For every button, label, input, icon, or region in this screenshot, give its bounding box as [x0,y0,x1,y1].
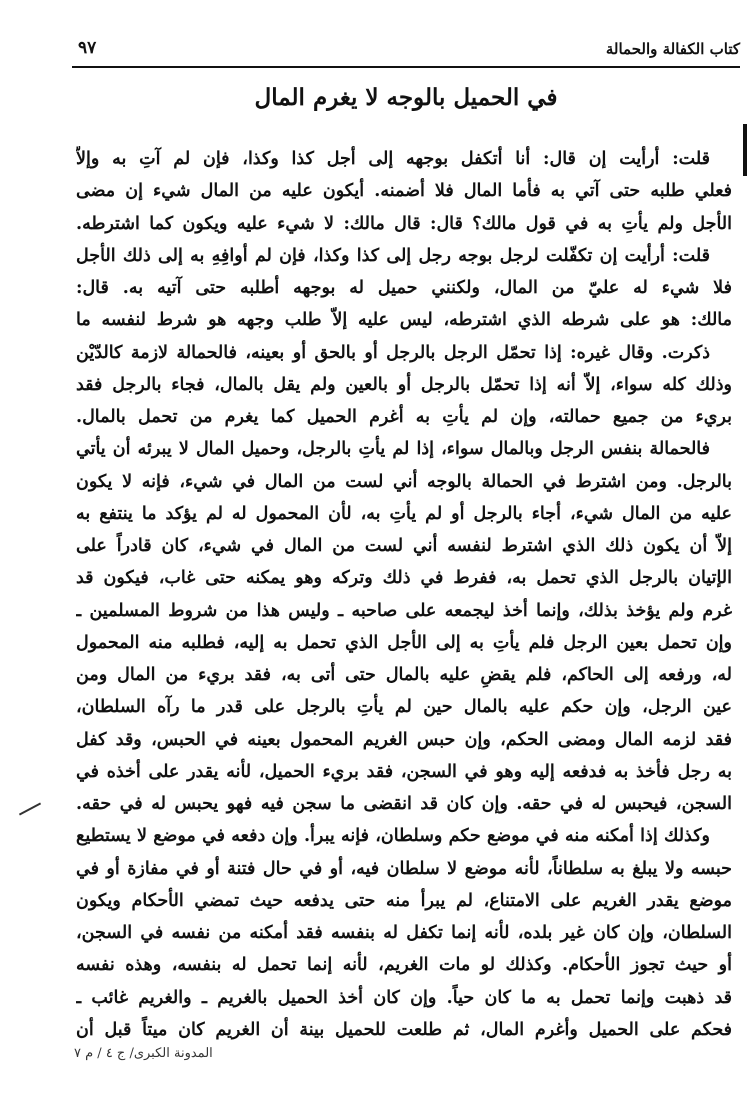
text-line: حبسه ولا يبلغ به سلطاناً، لأنه موضع لا سلطان فيه، أو في حال فتنة أو في مفازة أو في [76,858,732,879]
text-line: فعلي طلبه حتى آتي به فأما المال فلا أضمنه. أيكون عليه من المال شيء إن مضى [76,181,732,202]
running-header [72,38,740,64]
text-line: به رجل فأخذ به فدفعه إليه وهو في السجن، فقد بريء الحميل، لأنه يقدر على أخذه في [76,761,732,782]
text-line: فلا شيء له عليّ من المال، ولكنني حميل له بوجهه أطلبه حتى آتيه به. قال: [76,278,732,298]
text-line: وكذلك إذا أمكنه منه في موضع حكم وسلطان، فإنه يبرأ. وإن دفعه في موضع لا يستطيع [76,826,710,847]
text-line: له، ورفعه إلى الحاكم، فلم يقضِ عليه بالمال حتى أتى به، فقد بريء من المال ومن [76,665,732,685]
text-line: قد ذهبت وإنما تحمل به ما كان حياً. وإن كان أخذ الحميل بالغريم ـ والغريم غائب ـ [76,987,732,1008]
text-line: الأجل ولم يأتِ به في قول مالك؟ قال: قال مالك: لا شيء عليه ويكون كما اشترطه. [76,213,732,234]
text-line: موضع يقدر الغريم على الامتناع، لم يبرأ منه حتى يدفعه حيث تمضي الأحكام ويكون [76,890,732,911]
body-text [76,143,732,1046]
page-number: ٩٧ [78,38,97,58]
section-title: في الحميل بالوجه لا يغرم المال [254,84,558,111]
margin-mark [19,802,41,815]
text-line: بالرجل. ومن اشترط في الحمالة بالوجه أني لست من المال في شيء، فإنه لا يكون [76,471,732,492]
text-line: عليه من المال شيء، أجاء بالرجل أو لم يأتِ به، لأن المحمول له لم يؤكد ما ينتفع به [76,503,732,524]
text-line: فقد لزمه المال ومضى الحكم، وإن حبس الغريم المحمول بعينه في الحبس، وقد كفل [76,729,732,750]
text-line: السلطان، وإن كان غير بلده، لأنه إنما تكفل له بنفسه فقد أمكنه من نفسه في السجن، [76,923,732,943]
text-line: الإتيان بالرجل الذي تحمل به، ففرط في ذلك وتركه وهو يمكنه حتى غاب، فيكون قد [76,568,732,589]
text-line: وذلك كله سواء، إلاّ أنه إذا تحمّل بالرجل أو بالعين ولم يقل بالمال، فجاء بالرجل فقد [76,374,732,395]
margin-bar [743,124,747,176]
text-line: غرم ولم يؤخذ بذلك، وإنما أخذ ليجمعه على صاحبه ـ وليس هذا من شروط المسلمين ـ [76,600,732,621]
text-line: فحكم على الحميل وأغرم المال، ثم طلعت للحميل بينة أن الغريم كان ميتاً قبل أن [76,1019,732,1040]
book-title: كتاب الكفالة والحمالة [605,40,740,58]
text-line: ذكرت. وقال غيره: إذا تحمّل الرجل بالرجل أو بالحق أو بعينه، فالحمالة لازمة كالدّيْن [76,342,710,363]
header-rule [72,66,740,68]
text-line: أو حيث تجوز الأحكام. وكذلك لو مات الغريم، لأنه إنما تحمل له بنفسه، وهذه نفسه [76,955,732,976]
footer-signature: المدونة الكبرى/ ج ٤ / م ٧ [74,1046,213,1061]
text-line: عين الرجل، وإن حكم عليه بالمال حين لم يأتِ بالرجل على قدر ما رآه السلطان، [76,697,732,718]
text-line: قلت: أرأيت إن تكفّلت لرجل بوجه رجل إلى كذا وكذا، فإن لم أوافِهِ به إلى ذلك الأجل [76,245,710,266]
text-line: مالك: هو على شرطه الذي اشترطه، ليس عليه إلاّ طلب وجهه هو شرط لنفسه ما [76,310,732,331]
text-line: إلاّ أن يكون ذلك الذي اشترط لنفسه أني لست من المال في شيء، كان قادراً على [76,536,732,556]
text-line: بريء من جميع حمالته، وإن لم يأتِ به أغرم الحميل كما يغرم من تحمل بالمال. [76,407,732,427]
text-line: السجن، فيحبس له في حقه. وإن كان قد انقضى ما سجن فيه فهو يحبس له في حقه. [76,794,732,814]
text-line: قلت: أرأيت إن قال: أنا أتكفل بوجهه إلى أجل كذا وكذا، فإن لم آتِ به وإلاّ [76,149,710,169]
text-line: فالحمالة بنفس الرجل وبالمال سواء، إذا لم يأتِ بالرجل، وحميل المال لا يبرئه أن يأتي [76,439,710,460]
text-line: وإن تحمل بعين الرجل فلم يأتِ به إلى الأجل الذي تحمل به إليه، فطلبه منه المحمول [76,632,732,653]
